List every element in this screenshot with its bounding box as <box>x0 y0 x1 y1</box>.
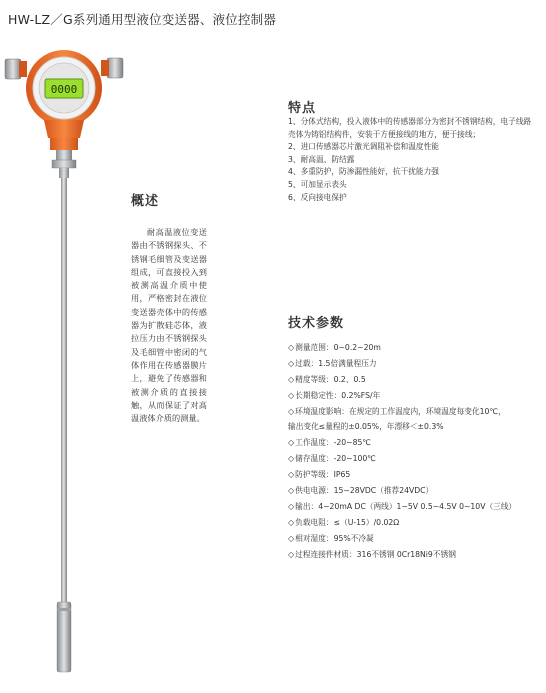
lcd-readout: 0000 <box>50 83 78 96</box>
feature-item: 4、多重防护，防渗漏性能好，抗干扰能力强 <box>288 167 439 177</box>
feature-item: 3、耐高温、防结露 <box>288 154 355 164</box>
feature-item: 2、进口传感器芯片激光调阻补偿和温度性能 <box>288 142 439 152</box>
spec-item: ◇ 相对湿度：95%不冷凝 <box>288 533 538 545</box>
spec-item-continuation: 输出变化≤量程的±0.05%，年漂移＜±0.3% <box>288 422 444 432</box>
features-list <box>288 116 533 204</box>
spec-item: ◇ 长期稳定性：0.2%FS/年 <box>288 390 538 402</box>
overview-text: 耐高温液位变送器由不锈钢探头、不锈钢毛细管及变送器组成，可直接投入到被测高温介质中使用，严格密封在液位变送器壳体中的传感器为扩散硅芯体，液拉压力由不锈钢探头及毛细管中密闭的气体作用在传感器膜片上，避免了传感器和被测介质的直接接触，从而保证了对高温液体介质的测量。 <box>131 227 207 424</box>
specs-list <box>288 342 538 564</box>
spec-item: ◇ 输出：4~20mA DC（两线）1~5V 0.5~4.5V 0~10V（三线） <box>288 501 538 513</box>
feature-item: 5、可加显示表头 <box>288 179 347 189</box>
spec-item: ◇ 测量范围：0~0.2~20m <box>288 342 538 354</box>
spec-item: ◇ 环境温度影响：在规定的工作温度内，环境温度每变化10℃， <box>288 406 538 418</box>
feature-item: 6、反向接电保护 <box>288 192 347 202</box>
level-transmitter-image <box>0 34 140 674</box>
spec-item: ◇ 储存温度：-20~100℃ <box>288 453 538 465</box>
feature-item: 1、分体式结构，投入液体中的传感器部分为密封不锈钢结构，电子线路壳体为铸铝结构件，安装于方便接线的地方，便于接线； <box>288 117 532 139</box>
spec-item: ◇ 过程连接件材质：316不锈钢 0Cr18Ni9不锈钢 <box>288 549 538 561</box>
features-heading: 特点 <box>288 101 317 116</box>
spec-item: ◇ 负载电阻：≤（U-15）/0.02Ω <box>288 517 538 529</box>
overview-heading: 概述 <box>131 194 160 209</box>
spec-item: ◇ 过载：1.5倍满量程压力 <box>288 358 538 370</box>
spec-item: ◇ 供电电源：15~28VDC（推荐24VDC） <box>288 485 538 497</box>
page-title: HW-LZ／G系列通用型液位变送器、液位控制器 <box>8 12 277 27</box>
spec-item: ◇ 精度等级：0.2、0.5 <box>288 374 538 386</box>
specs-heading: 技术参数 <box>288 316 345 331</box>
spec-item: ◇ 工作温度：-20~85℃ <box>288 437 538 449</box>
spec-item: ◇ 防护等级：IP65 <box>288 469 538 481</box>
